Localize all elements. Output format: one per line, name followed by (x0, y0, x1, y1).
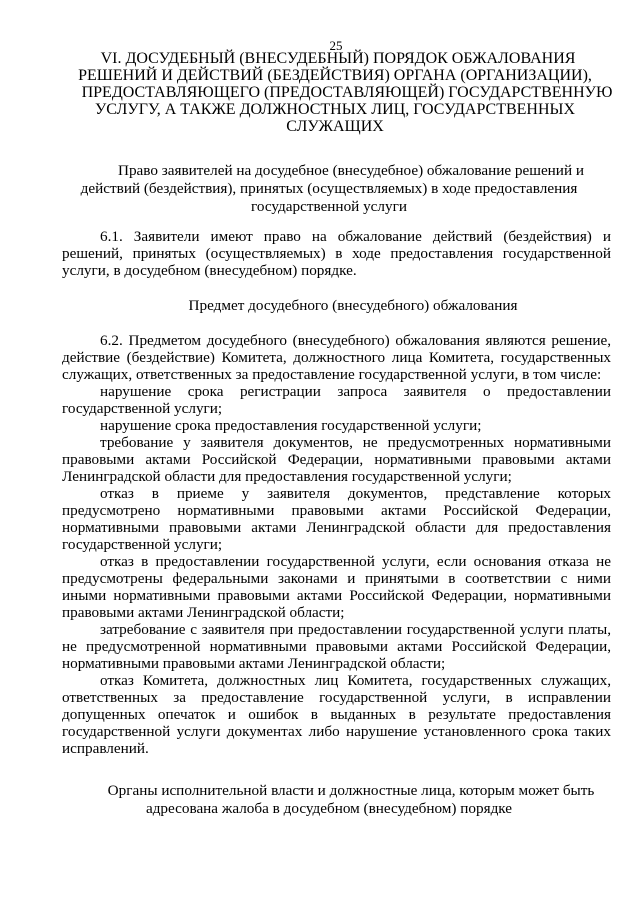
subheading-line: адресована жалоба в досудебном (внесудебном) порядке (145, 800, 513, 817)
subheading-line: государственной услуги (251, 198, 407, 215)
list-item-extra-documents: требование у заявителя документов, не предусмотренных нормативными правовыми актами Российской Федерации, нормативными правовыми актами Ленинградской области для предоставления государственной услуги; (62, 434, 611, 485)
subheading-line: Право заявителей на досудебное (внесудебное) обжалование решений и (117, 162, 584, 179)
heading-line: ПРЕДОСТАВЛЯЮЩЕГО (ПРЕДОСТАВЛЯЮЩЕЙ) ГОСУДАРСТВЕННУЮ (81, 84, 613, 101)
paragraph-6-2-block (62, 332, 611, 757)
list-item-illegal-fee: затребование с заявителя при предоставлении государственной услуги платы, не предусмотренной нормативными правовыми актами Российской Федерации, нормативными правовыми актами Ленинградской области; (62, 621, 611, 672)
paragraph-6-2-intro: 6.2. Предметом досудебного (внесудебного) обжалования являются решение, действие (бездействие) Комитета, должностного лица Комитета, государственных служащих, ответственных за предоставление государственной услуги, в том числе: (62, 332, 611, 383)
heading-line: СЛУЖАЩИХ (286, 118, 384, 135)
subheading-line: Органы исполнительной власти и должностные лица, которым может быть (107, 782, 595, 799)
heading-line: РЕШЕНИЙ И ДЕЙСТВИЙ (БЕЗДЕЙСТВИЯ) ОРГАНА (ОРГАНИЗАЦИИ), (78, 67, 592, 84)
list-item-document-refusal: отказ в приеме у заявителя документов, представление которых предусмотрено нормативными правовыми актами Российской Федерации, нормативными правовыми актами Ленинградской области для предоставления государственной услуги; (62, 485, 611, 553)
heading-line: УСЛУГУ, А ТАКЖЕ ДОЛЖНОСТНЫХ ЛИЦ, ГОСУДАРСТВЕННЫХ (94, 101, 576, 118)
subheading-appeal-bodies (0, 782, 640, 818)
list-item-correction-refusal: отказ Комитета, должностных лиц Комитета, государственных служащих, ответственных за предоставление государственной услуги, в исправлении допущенных опечаток и ошибок в выданных в результате предоставления государственной услуги документах либо нарушение установленного срока таких исправлений. (62, 672, 611, 757)
subheading-appeal-right (0, 162, 640, 216)
list-item-registration-delay: нарушение срока регистрации запроса заявителя о предоставлении государственной услуги; (62, 383, 611, 417)
section-heading (0, 50, 640, 135)
subheading-line: действий (бездействия), принятых (осуществляемых) в ходе предоставления (80, 180, 578, 197)
heading-line: VI. ДОСУДЕБНЫЙ (ВНЕСУДЕБНЫЙ) ПОРЯДОК ОБЖАЛОВАНИЯ (100, 50, 576, 67)
paragraph-6-1-block (62, 228, 611, 279)
list-item-service-refusal: отказ в предоставлении государственной услуги, если основания отказа не предусмотрены федеральными законами и принятыми в соответствии с ними иными нормативными правовыми актами Российской Федерации, нормативными правовыми актами Ленинградской области; (62, 553, 611, 621)
subheading-line: Предмет досудебного (внесудебного) обжалования (188, 297, 518, 314)
list-item-service-delay: нарушение срока предоставления государственной услуги; (100, 417, 482, 434)
subheading-appeal-subject (0, 297, 640, 315)
page-number: 25 (329, 38, 343, 53)
paragraph-6-1: 6.1. Заявители имеют право на обжалование действий (бездействия) и решений, принятых (осуществляемых) в ходе предоставления государственной услуги, в досудебном (внесудебном) порядке. (62, 228, 611, 279)
